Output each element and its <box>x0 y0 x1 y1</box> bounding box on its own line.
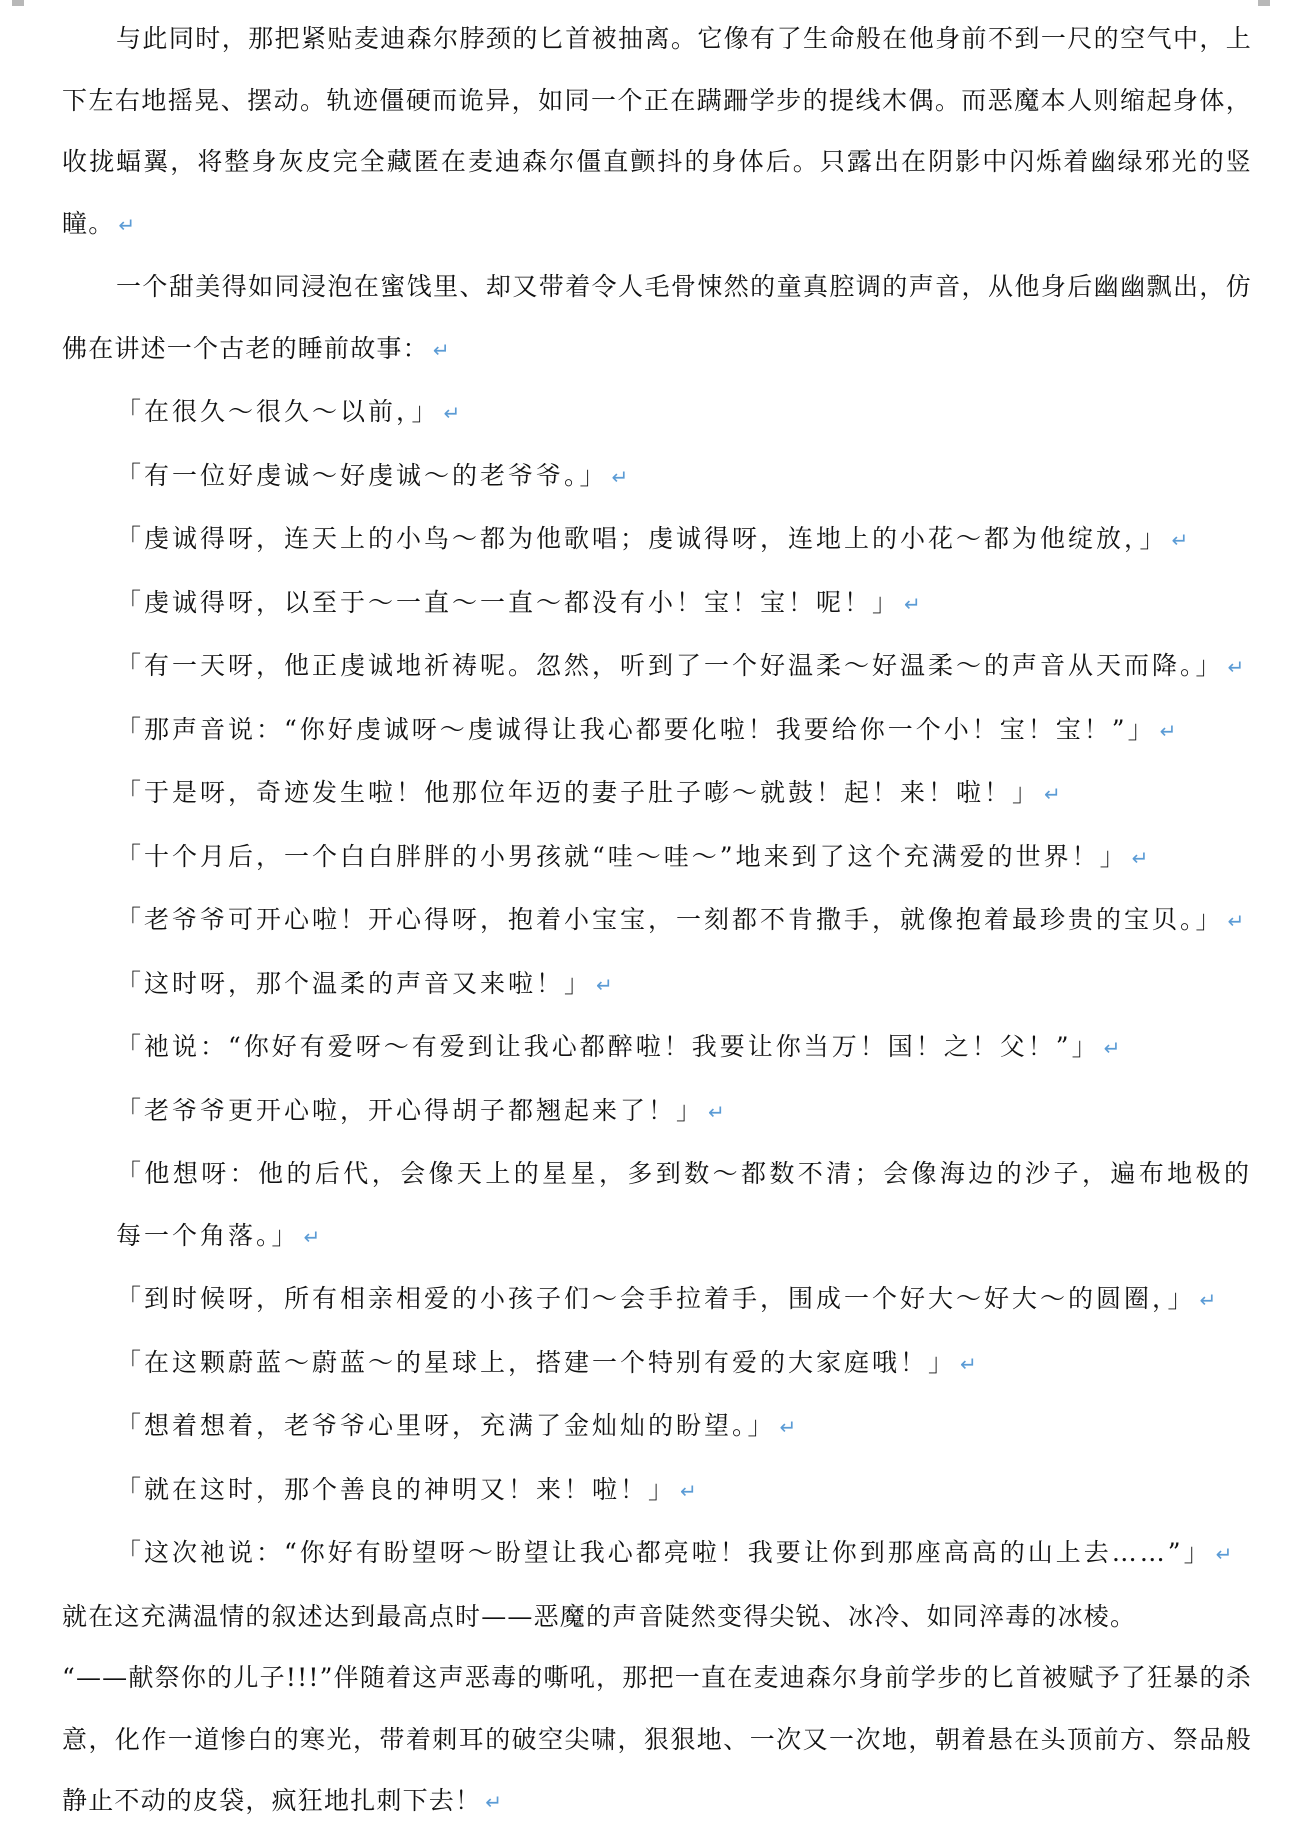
story-line <box>62 508 1252 572</box>
paragraph-mark-icon: ↵ <box>1103 1036 1121 1060</box>
paragraph-mark-icon: ↵ <box>303 1224 321 1249</box>
story-line-text: 「想着想着，老爷爷心里呀，充满了金灿灿的盼望。」 <box>116 1411 776 1440</box>
paragraph-intro-2 <box>62 256 1252 381</box>
story-line-text: 「到时候呀，所有相亲相爱的小孩子们～会手拉着手，围成一个好大～好大～的圆圈，」 <box>116 1284 1196 1313</box>
paragraph-mark-icon: ↵ <box>1044 782 1061 806</box>
story-line-text: 「虔诚得呀，连天上的小鸟～都为他歌唱；虔诚得呀，连地上的小花～都为他绽放，」 <box>116 524 1168 553</box>
paragraph-text: 与此同时，那把紧贴麦迪森尔脖颈的匕首被抽离。它像有了生命般在他身前不到一尺的空气中，上下左右地摇晃、摆动。轨迹僵硬而诡异，如同一个正在蹒跚学步的提线木偶。而恶魔本人则缩起身体，收拢蝠翼，将整身灰皮完全藏匿在麦迪森尔僵直颤抖的身体后。只露出在阴影中闪烁着幽绿邪光的竖瞳。 <box>62 24 1252 238</box>
story-line <box>62 381 1252 445</box>
page-corner-mark-left <box>12 0 24 6</box>
story-line <box>62 762 1252 826</box>
story-line <box>62 1143 1252 1268</box>
story-line <box>62 572 1252 636</box>
story-line-text: 「他想呀：他的后代，会像天上的星星，多到数～都数不清；会像海边的沙子，遍布地极的每一个角落。」 <box>116 1159 1252 1250</box>
story-line <box>62 1080 1252 1144</box>
paragraph-text: 一个甜美得如同浸泡在蜜饯里、却又带着令人毛骨悚然的童真腔调的声音，从他身后幽幽飘出，仿佛在讲述一个古老的睡前故事： <box>62 272 1252 363</box>
story-line <box>62 826 1252 890</box>
story-line <box>62 445 1252 509</box>
story-line-text: 「就在这时，那个善良的神明又！来！啦！」 <box>116 1474 677 1504</box>
story-line <box>62 635 1252 699</box>
story-line-text: 「老爷爷更开心啦，开心得胡子都翘起来了！」 <box>116 1095 705 1125</box>
story-line <box>62 1522 1252 1586</box>
paragraph-text: “——献祭你的儿子!!!”伴随着这声恶毒的嘶吼，那把一直在麦迪森尔身前学步的匕首被赋予了狂暴的杀意，化作一道惨白的寒光，带着刺耳的破空尖啸，狠狠地、一次又一次地，朝着悬在头顶前方、祭品般静止不动的皮袋，疯狂地扎刺下去！ <box>62 1663 1252 1815</box>
story-line-text: 「这时呀，那个温柔的声音又来啦！」 <box>116 968 593 998</box>
story-line-text: 「十个月后，一个白白胖胖的小男孩就“哇～哇～”地来到了这个充满爱的世界！」 <box>116 841 1128 871</box>
paragraph-mark-icon: ↵ <box>611 464 629 489</box>
paragraph-mark-icon: ↵ <box>1159 718 1177 743</box>
paragraph-mark-icon: ↵ <box>1131 845 1149 870</box>
story-line <box>62 1268 1252 1332</box>
story-line <box>62 1016 1252 1080</box>
story-line-text: 「有一天呀，他正虔诚地祈祷呢。忽然，听到了一个好温柔～好温柔～的声音从天而降。」 <box>116 651 1224 680</box>
story-line-text: 「在这颗蔚蓝～蔚蓝～的星球上，搭建一个特别有爱的大家庭哦！」 <box>116 1347 957 1377</box>
paragraph-mark-icon: ↵ <box>904 591 921 616</box>
paragraph-mark-icon: ↵ <box>1227 909 1245 933</box>
story-line-text: 「那声音说：“你好虔诚呀～虔诚得让我心都要化啦！我要给你一个小！宝！宝！”」 <box>116 714 1156 744</box>
paragraph-mark-icon: ↵ <box>1199 1288 1217 1312</box>
page-top-edge <box>0 0 1296 8</box>
paragraph-mark-icon: ↵ <box>485 1790 502 1814</box>
paragraph-mark-icon: ↵ <box>960 1351 977 1376</box>
paragraph-mark-icon: ↵ <box>1227 655 1245 679</box>
story-line <box>62 699 1252 763</box>
story-line-text: 「有一位好虔诚～好虔诚～的老爷爷。」 <box>116 460 608 490</box>
story-line <box>62 953 1252 1017</box>
paragraph-mark-icon: ↵ <box>1171 528 1189 552</box>
story-line <box>62 1459 1252 1523</box>
story-line <box>62 889 1252 953</box>
paragraph-mark-icon: ↵ <box>118 212 136 237</box>
story-line-text: 「祂说：“你好有爱呀～有爱到让我心都醉啦！我要让你当万！国！之！父！”」 <box>116 1032 1100 1061</box>
document-body <box>62 8 1252 1834</box>
story-line-text: 「在很久～很久～以前，」 <box>116 397 440 426</box>
story-line-text: 「于是呀，奇迹发生啦！他那位年迈的妻子肚子嘭～就鼓！起！来！啦！」 <box>116 778 1041 807</box>
paragraph-intro-1 <box>62 8 1252 256</box>
story-line <box>62 1395 1252 1459</box>
paragraph-mark-icon: ↵ <box>443 401 461 425</box>
paragraph-mark-icon: ↵ <box>680 1478 697 1503</box>
paragraph-climax <box>62 1586 1252 1834</box>
paragraph-mark-icon: ↵ <box>596 972 613 997</box>
page-corner-mark-right <box>1258 0 1270 6</box>
paragraph-mark-icon: ↵ <box>432 337 450 362</box>
paragraph-mark-icon: ↵ <box>1215 1542 1233 1566</box>
story-line <box>62 1332 1252 1396</box>
paragraph-mark-icon: ↵ <box>708 1099 725 1124</box>
paragraph-mark-icon: ↵ <box>779 1415 797 1439</box>
paragraph-text: 就在这充满温情的叙述达到最高点时——恶魔的声音陡然变得尖锐、冰冷、如同淬毒的冰棱。 <box>62 1601 1137 1631</box>
story-line-text: 「老爷爷可开心啦！开心得呀，抱着小宝宝，一刻都不肯撒手，就像抱着最珍贵的宝贝。」 <box>116 905 1224 934</box>
story-line-text: 「虔诚得呀，以至于～一直～一直～都没有小！宝！宝！呢！」 <box>116 587 901 617</box>
story-line-text: 「这次祂说：“你好有盼望呀～盼望让我心都亮啦！我要让你到那座高高的山上去……”」 <box>116 1538 1212 1567</box>
